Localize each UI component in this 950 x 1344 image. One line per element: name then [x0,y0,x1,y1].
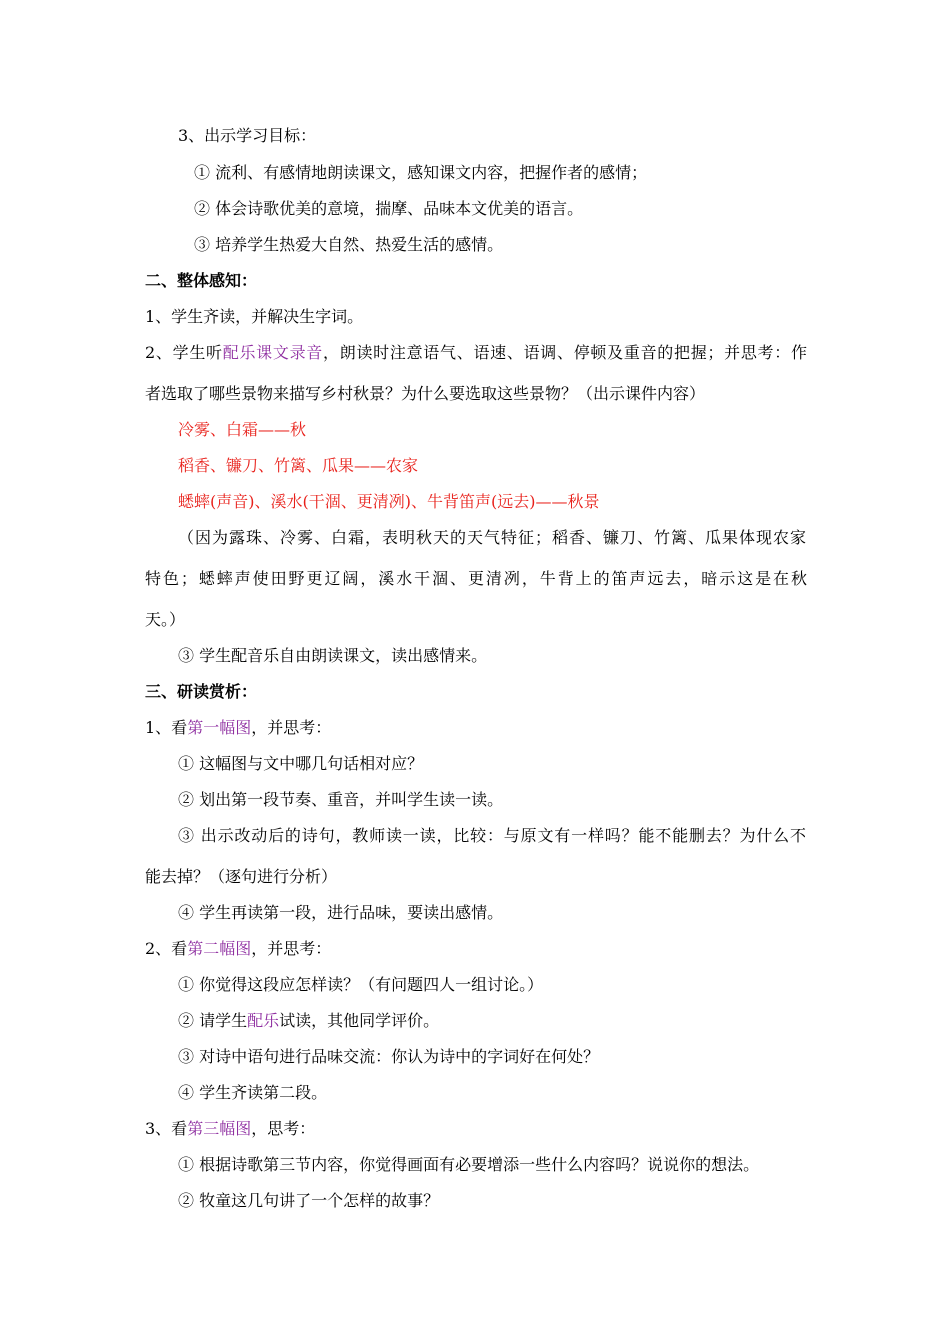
section-3-heading: 三、研读赏析： [145,682,258,701]
p1-question-1: ① 这幅图与文中哪几句话相对应？ [178,754,424,773]
picture-1-suffix: ，并思考： [251,718,332,737]
p1-question-3: ③ 出示改动后的诗句，教师读一读，比较：与原文有一样吗？能不能删去？为什么不 [178,826,806,845]
explain-line-1: （因为露珠、冷雾、白霜，表明秋天的天气特征；稻香、镰刀、竹篱、瓜果体现农家 [178,528,806,547]
picture-1-link[interactable]: 第一幅图 [187,718,252,737]
highlight-line-1: 冷雾、白霜——秋 [178,420,307,439]
goals-heading: 3、出示学习目标： [178,126,317,145]
goal-item-1: ① 流利、有感情地朗读课文，感知课文内容，把握作者的感情； [194,163,648,182]
picture-3-link[interactable]: 第三幅图 [187,1119,252,1138]
explain-line-2: 特色；蟋蟀声使田野更辽阔，溪水干涸、更清冽，牛背上的笛声远去，暗示这是在秋 [145,569,807,588]
s2-item-2 [145,343,807,363]
p1-question-4: ④ 学生再读第一段，进行品味，要读出感情。 [178,903,504,922]
p1-question-3-cont: 能去掉？（逐句进行分析） [145,867,338,886]
picture-1-prompt [145,718,331,738]
p1-question-2: ② 划出第一段节奏、重音，并叫学生读一读。 [178,790,504,809]
s2-item-1: 1、学生齐读，并解决生字词。 [145,307,364,326]
picture-1-prefix: 1、看 [145,718,188,737]
p2-question-2-suffix: 试读，其他同学评价。 [279,1011,440,1030]
p2-question-2 [178,1011,439,1031]
p2-question-1: ① 你觉得这段应怎样读？（有问题四人一组讨论。） [178,975,544,994]
picture-2-prefix: 2、看 [145,939,188,958]
s2-item-2-cont: 者选取了哪些景物来描写乡村秋景？为什么要选取这些景物？（出示课件内容） [145,384,706,403]
picture-3-suffix: ，思考： [251,1119,316,1138]
p2-question-4: ④ 学生齐读第二段。 [178,1083,328,1102]
highlight-line-3: 蟋蟀(声音)、溪水(干涸、更清冽)、牛背笛声(远去)——秋景 [178,492,600,511]
s2-item-2-prefix: 2、学生听 [145,343,223,362]
s2-item-3: ③ 学生配音乐自由朗读课文，读出感情来。 [178,646,488,665]
highlight-line-2: 稻香、镰刀、竹篱、瓜果——农家 [178,456,419,475]
music-link[interactable]: 配乐 [247,1011,280,1030]
explain-line-3: 天。） [145,610,186,629]
p2-question-2-prefix: ② 请学生 [178,1011,248,1030]
p3-question-2: ② 牧童这几句讲了一个怎样的故事？ [178,1191,440,1210]
picture-3-prompt [145,1119,315,1139]
p2-question-3: ③ 对诗中语句进行品味交流：你认为诗中的字词好在何处？ [178,1047,600,1066]
goal-item-2: ② 体会诗歌优美的意境，揣摩、品味本文优美的语言。 [194,199,584,218]
picture-2-suffix: ，并思考： [251,939,332,958]
p3-question-1: ① 根据诗歌第三节内容，你觉得画面有必要增添一些什么内容吗？说说你的想法。 [178,1155,760,1174]
picture-2-link[interactable]: 第二幅图 [187,939,252,958]
picture-3-prefix: 3、看 [145,1119,188,1138]
audio-link[interactable]: 配乐课文录音 [222,343,324,362]
s2-item-2-rest: ，朗读时注意语气、语速、语调、停顿及重音的把握；并思考：作 [323,343,807,362]
section-2-heading: 二、整体感知： [145,271,258,290]
goal-item-3: ③ 培养学生热爱大自然、热爱生活的感情。 [194,235,504,254]
picture-2-prompt [145,939,331,959]
